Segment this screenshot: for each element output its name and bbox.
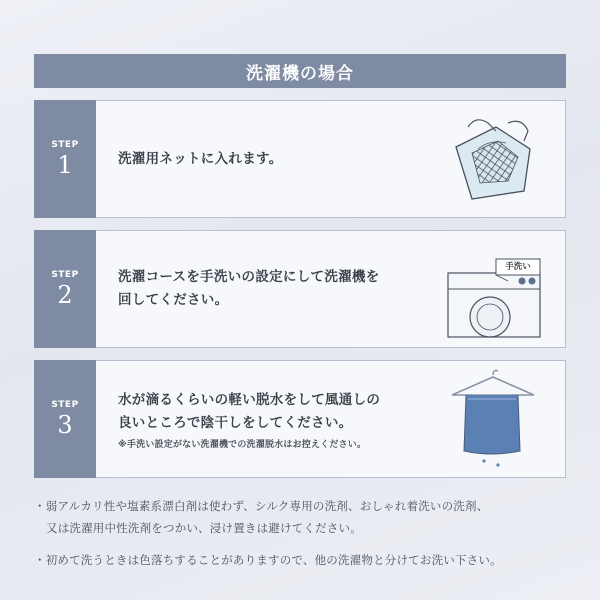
hanging-dry-illustration-icon: [438, 369, 548, 469]
step-label: STEP: [51, 140, 79, 150]
step-number: 2: [57, 281, 73, 309]
step-text-line: 回してください。: [118, 292, 229, 308]
care-note-row: [34, 495, 574, 517]
step-card-2: [34, 230, 566, 348]
section-title: [34, 54, 566, 88]
washing-machine-illustration-icon: [438, 239, 548, 339]
machine-label-tag: 手洗い: [505, 262, 531, 272]
section-title-text: 洗濯機の場合: [246, 63, 354, 84]
step-card-1: [34, 100, 566, 218]
care-note-item: [34, 549, 574, 571]
step-badge: [34, 230, 96, 348]
bullet: ・: [34, 553, 46, 567]
step-text-line: 水が滴るくらいの軽い脱水をして風通しの: [118, 391, 381, 408]
care-note-text: 弱アルカリ性や塩素系漂白剤は使わず、シルク専用の洗剤、おしゃれ着洗いの洗剤、: [45, 499, 489, 513]
step-label: STEP: [51, 400, 79, 410]
step-text-line: 洗濯用ネットに入れます。: [118, 150, 283, 167]
step-card-3: [34, 360, 566, 478]
step-note: ※手洗い設定がない洗濯機での洗濯脱水はお控えください。: [118, 439, 367, 450]
step-badge: [34, 360, 96, 478]
step-label: STEP: [51, 270, 79, 280]
care-note-row: [34, 549, 574, 571]
step-number: 3: [57, 411, 73, 439]
care-note-item: [34, 495, 574, 539]
step-badge: [34, 100, 96, 218]
step-number: 1: [57, 151, 73, 179]
care-note-text: 初めて洗うときは色落ちすることがありますので、他の洗濯物と分けてお洗い下さい。: [45, 553, 502, 567]
care-note-text: 又は洗濯用中性洗剤をつかい、浸け置きは避けてください。: [46, 521, 362, 535]
bullet: ・: [34, 499, 46, 513]
care-notes: [34, 495, 574, 581]
care-note-row: [34, 517, 574, 539]
step-text-line: 洗濯コースを手洗いの設定にして洗濯機を: [118, 269, 380, 285]
step-text-line: 良いところで陰干しをしてください。: [118, 414, 353, 431]
laundry-net-illustration-icon: [438, 109, 548, 209]
